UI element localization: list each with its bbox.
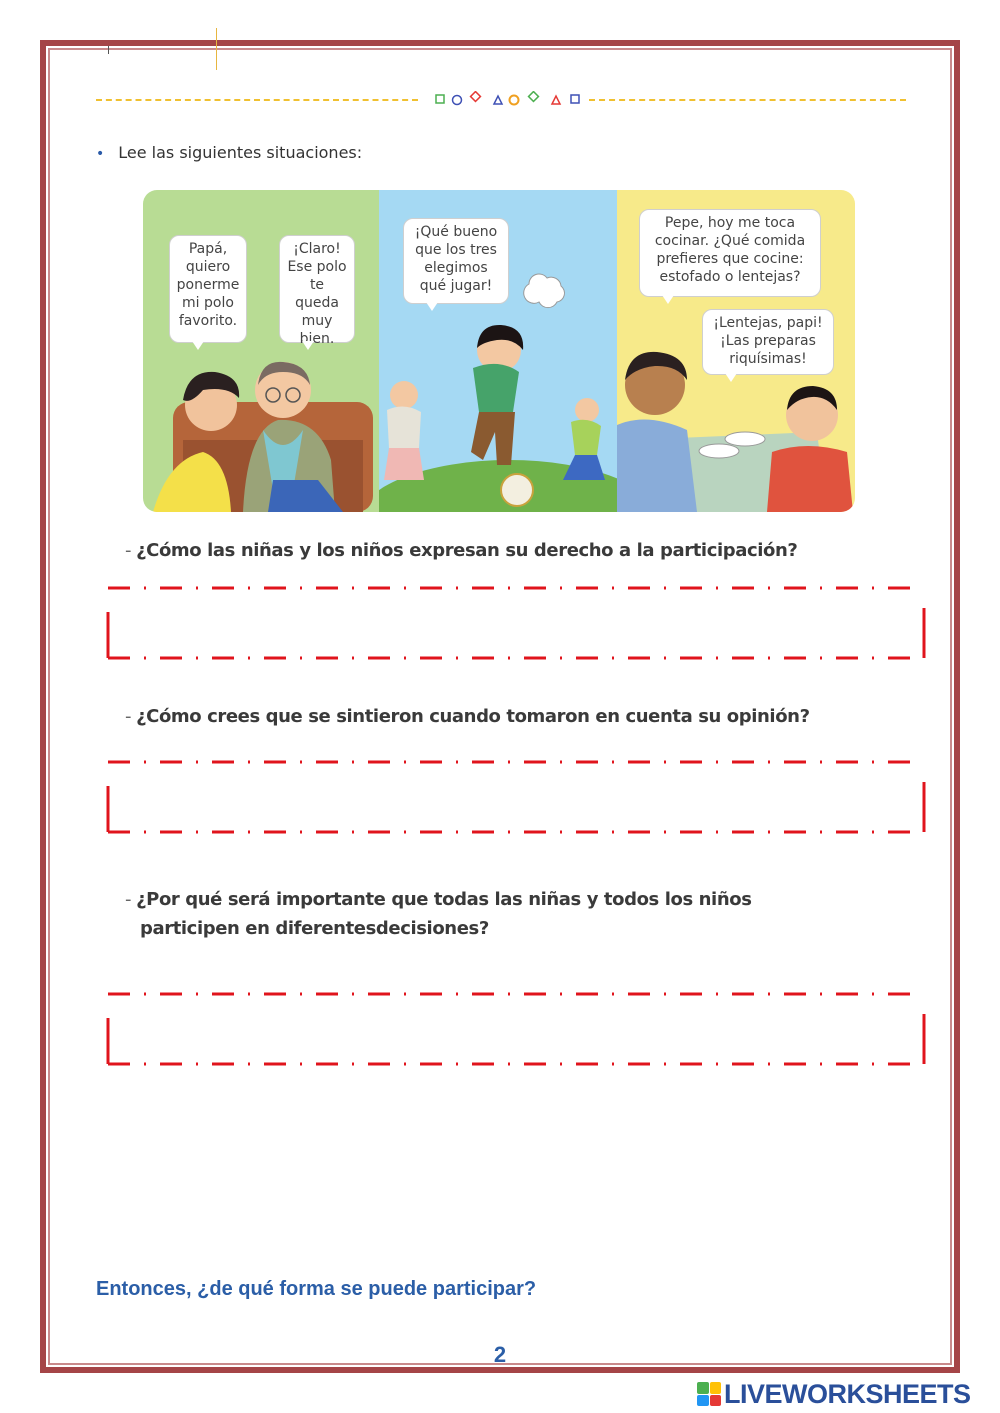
- comic-panel-3: [617, 190, 855, 512]
- diamond-shape-2: [529, 92, 539, 102]
- divider-shapes: [434, 91, 584, 109]
- logo-tile: [710, 1395, 722, 1407]
- question-3: [125, 889, 752, 939]
- margin-dot: [108, 46, 109, 54]
- logo-tile: [697, 1382, 709, 1394]
- speech-bubble-son: ¡Lentejas, papi! ¡Las preparas riquísimas!: [702, 309, 834, 375]
- divider-dash-right: [589, 99, 906, 101]
- final-question: Entonces, ¿de qué forma se puede participar?: [96, 1278, 537, 1300]
- question-dash: -: [125, 889, 132, 910]
- question-1: [125, 540, 797, 561]
- diamond-shape: [471, 92, 481, 102]
- answer-box-1: [106, 586, 926, 660]
- question-text: ¿Por qué será importante que todas las niñas y todos los niños: [136, 889, 752, 910]
- logo-tile: [697, 1395, 709, 1407]
- answer-input-2[interactable]: [120, 776, 914, 818]
- speech-bubble-daughter: Papá, quiero ponerme mi polo favorito.: [169, 235, 247, 343]
- speech-bubble-girl: ¡Qué bueno que los tres elegimos qué jugar!: [403, 218, 509, 304]
- divider-dash-left: [96, 99, 418, 101]
- margin-mark: [216, 28, 217, 70]
- liveworksheets-logo-icon: [697, 1382, 721, 1406]
- square-shape-2: [571, 95, 579, 103]
- instruction-text: Lee las siguientes situaciones:: [118, 143, 363, 162]
- triangle-shape-2: [552, 96, 560, 104]
- question-2: [125, 706, 810, 727]
- question-dash: -: [125, 706, 132, 727]
- question-text-continuation: participen en diferentesdecisiones?: [140, 918, 489, 939]
- decorative-divider: [96, 90, 906, 110]
- question-text: ¿Cómo crees que se sintieron cuando tomaron en cuenta su opinión?: [136, 706, 810, 727]
- speech-bubble-father-cooking: Pepe, hoy me toca cocinar. ¿Qué comida prefieres que cocine: estofado o lentejas?: [639, 209, 821, 297]
- question-dash: -: [125, 540, 132, 561]
- logo-tile: [710, 1382, 722, 1394]
- brand-name: LIVEWORKSHEETS: [724, 1378, 971, 1409]
- circle-shape-2: [510, 96, 519, 105]
- comic-strip: [143, 190, 855, 512]
- bullet-icon: •: [96, 146, 105, 162]
- instruction: [96, 143, 362, 162]
- page-number: 2: [493, 1342, 507, 1367]
- answer-input-1[interactable]: [120, 602, 914, 644]
- answer-input-3[interactable]: [120, 1008, 914, 1050]
- comic-panel-1: [143, 190, 379, 512]
- circle-shape: [453, 96, 462, 105]
- answer-box-3: [106, 992, 926, 1066]
- triangle-shape: [494, 96, 502, 104]
- question-text: ¿Cómo las niñas y los niños expresan su derecho a la participación?: [136, 540, 798, 561]
- liveworksheets-brand: [697, 1380, 971, 1408]
- comic-panel-2: [379, 190, 617, 512]
- speech-bubble-father: ¡Claro! Ese polo te queda muy bien.: [279, 235, 355, 343]
- square-shape: [436, 95, 444, 103]
- answer-box-2: [106, 760, 926, 834]
